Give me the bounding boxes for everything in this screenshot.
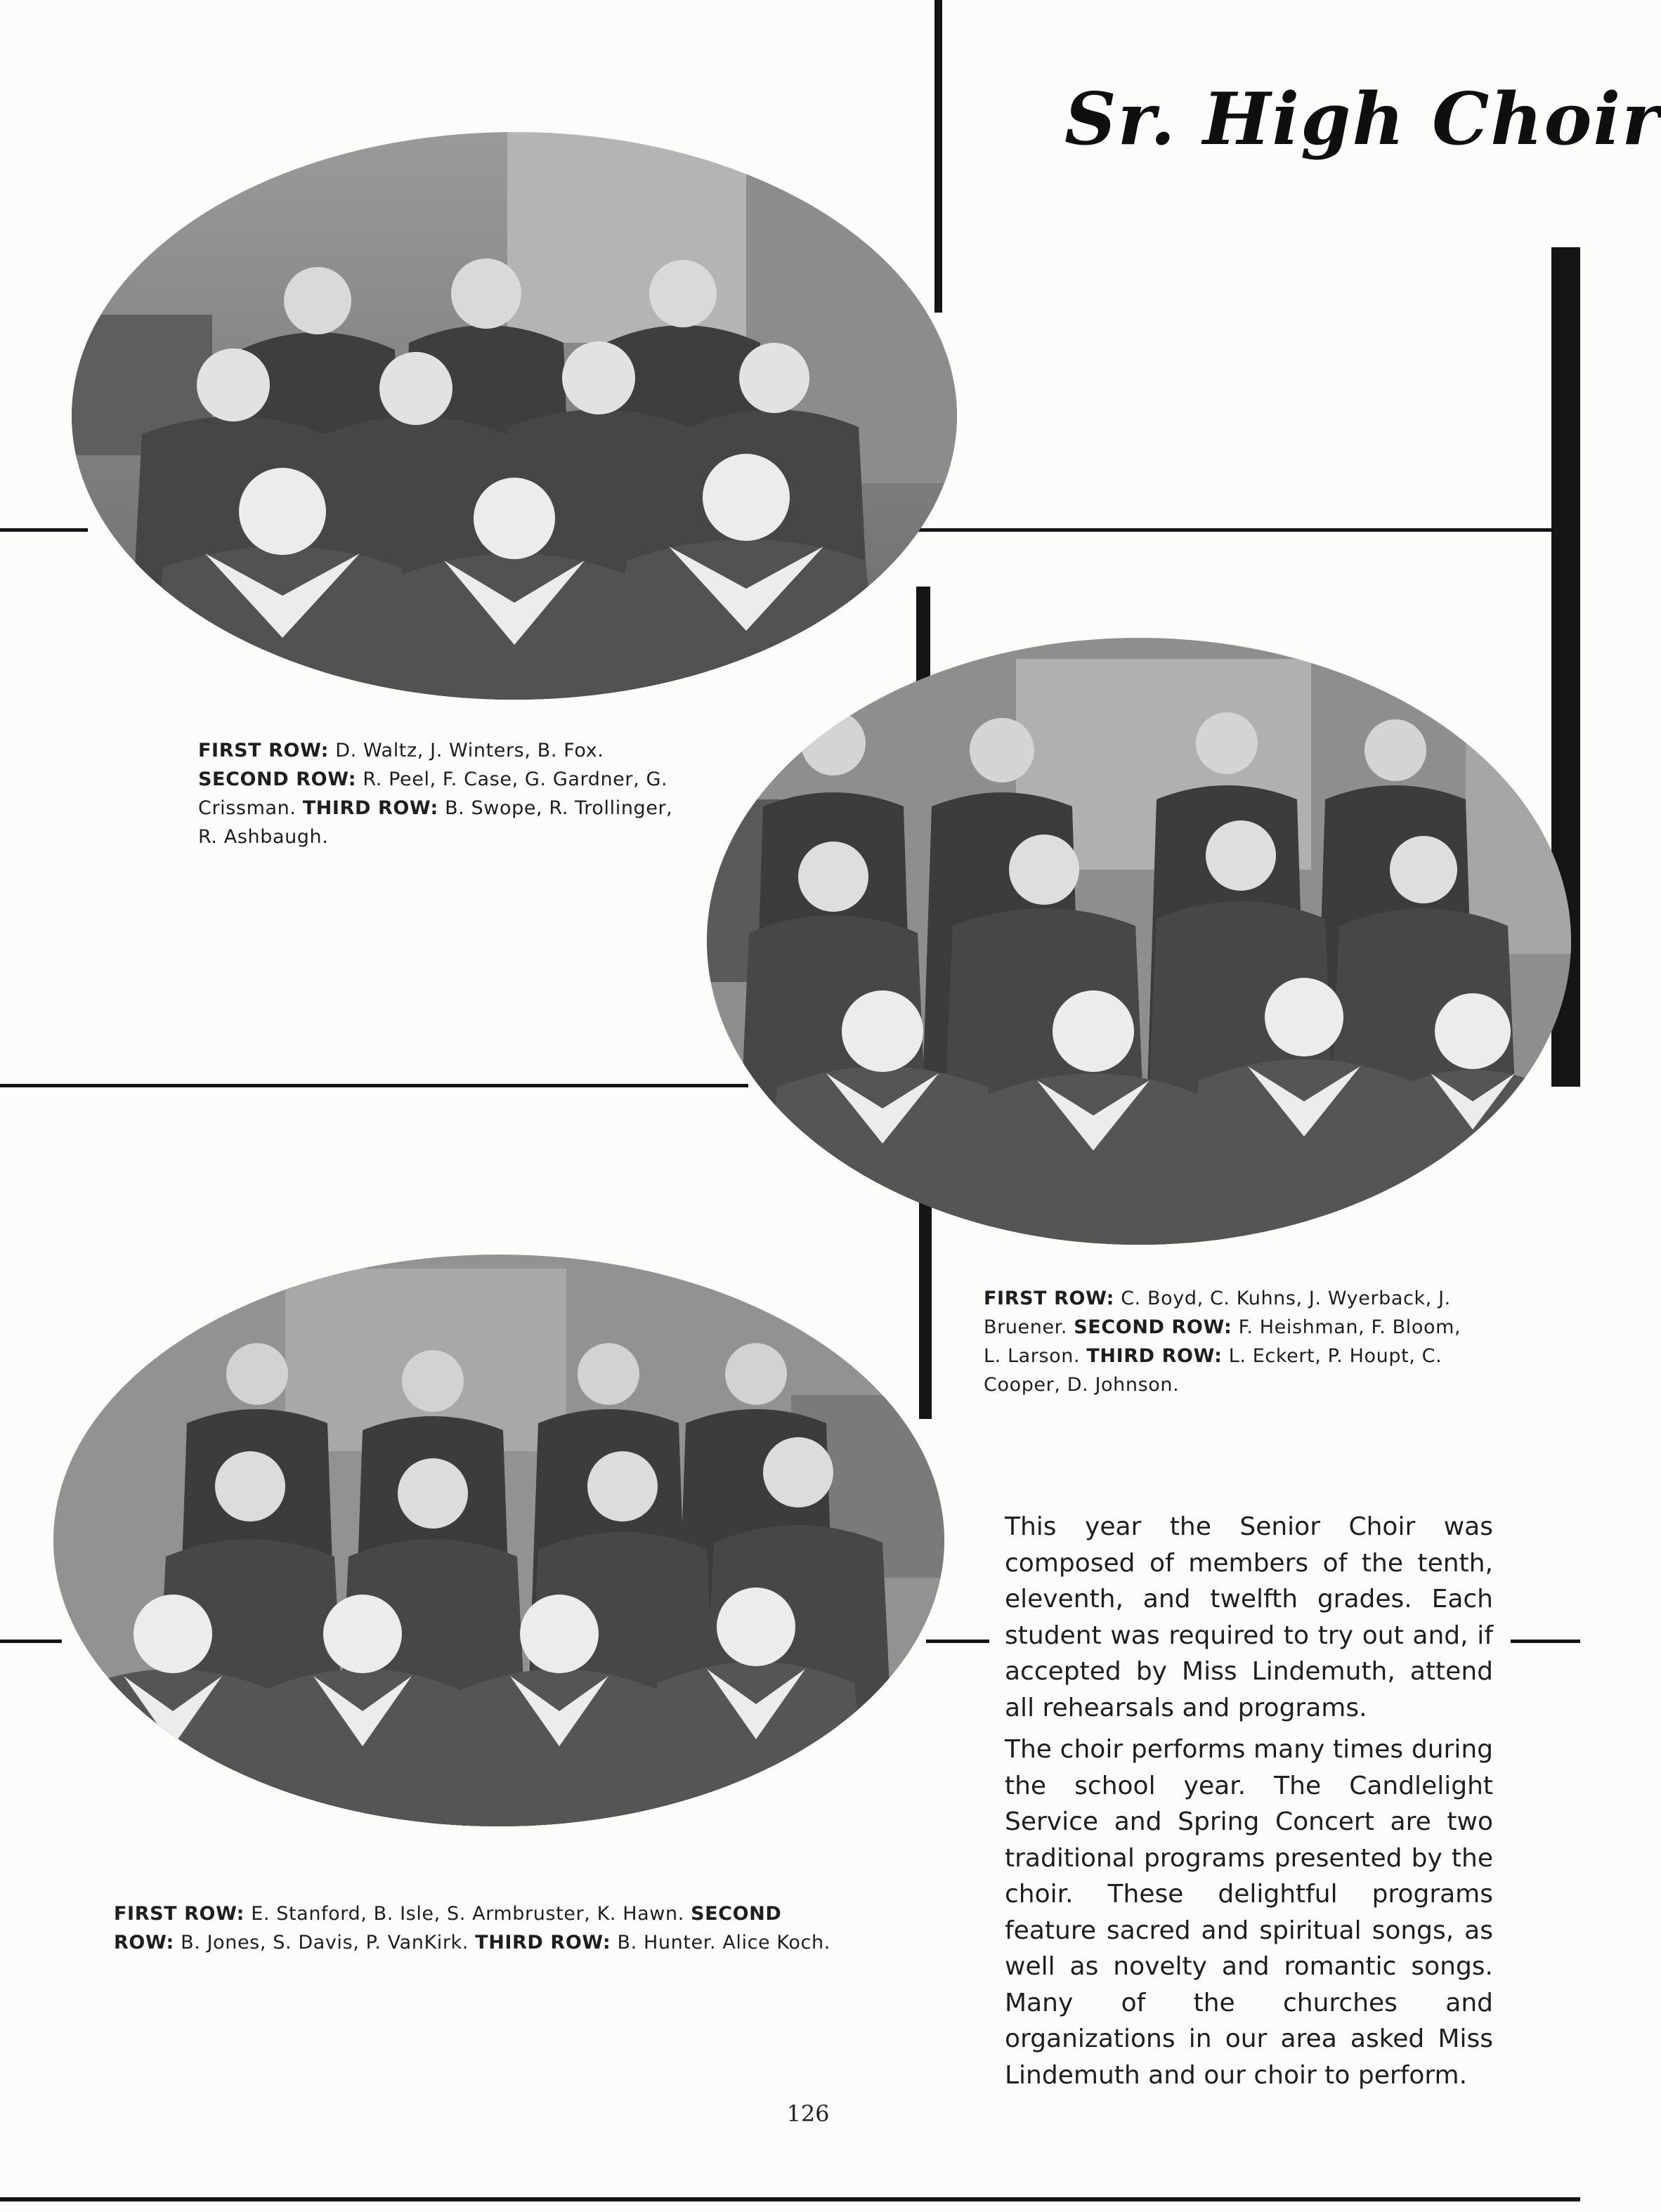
third-row-names: B. Hunter. Alice Koch. [617, 1932, 830, 1954]
choir-description [1005, 1509, 1493, 2099]
first-row-names: E. Stanford, B. Isle, S. Armbruster, K. Hawn. [251, 1903, 684, 1925]
first-row-names: D. Waltz, J. Winters, B. Fox. [335, 740, 604, 761]
girls-photo-2-caption [114, 1899, 848, 1957]
group-photo-icon [707, 638, 1571, 1245]
second-row-label: SECOND ROW: [198, 768, 357, 790]
bottom-border-rule [0, 2197, 1580, 2201]
boys-photo-caption [198, 736, 684, 851]
horizontal-rule-2-left [0, 1084, 748, 1087]
girls-photo-1-caption [984, 1284, 1476, 1399]
third-row-label: THIRD ROW: [302, 797, 438, 819]
horizontal-rule-1-right [896, 528, 1580, 532]
second-row-label: SECOND ROW: [114, 1903, 782, 1954]
body-paragraph-2: The choir performs many times during the school year. The Candlelight Service and Spring Concert are two traditional programs presented by the choir. These delightful programs feature sacred and spiritual songs, as well as novelty and romantic songs. Many of the churches and organizations in our area asked Miss Lindemuth and our choir to perform. [1005, 1735, 1493, 2090]
page-number: 126 [786, 2100, 830, 2127]
second-row-names: F. Heishman, F. Bloom, L. Larson. [984, 1316, 1461, 1367]
boys-choir-photo [72, 132, 957, 700]
girls-choir-photo-1 [707, 638, 1571, 1245]
page-title: Sr. High Choir [1064, 77, 1661, 162]
second-row-label: SECOND ROW: [1074, 1316, 1232, 1338]
third-row-label: THIRD ROW: [475, 1932, 611, 1954]
first-row-label: FIRST ROW: [984, 1288, 1115, 1309]
third-row-names: B. Swope, R. Trollinger, R. Ashbaugh. [198, 797, 673, 848]
first-row-names: C. Boyd, C. Kuhns, J. Wyerback, J. Bruener. [984, 1288, 1451, 1338]
girls-choir-photo-2 [53, 1255, 944, 1827]
second-row-names: B. Jones, S. Davis, P. VanKirk. [181, 1932, 469, 1954]
third-row-label: THIRD ROW: [1086, 1345, 1223, 1367]
group-photo-icon [72, 132, 957, 700]
horizontal-rule-3-right [1511, 1640, 1580, 1643]
body-paragraph-1: This year the Senior Choir was composed of members of the tenth, eleventh, and twelfth grades. Each student was required to try out and, if accepted by Miss Lindemuth, attend all rehearsals and programs. [1005, 1512, 1493, 1722]
horizontal-rule-3-left [0, 1640, 62, 1643]
third-row-names: L. Eckert, P. Houpt, C. Cooper, D. Johnson. [984, 1345, 1442, 1396]
first-row-label: FIRST ROW: [114, 1903, 245, 1925]
first-row-label: FIRST ROW: [198, 740, 330, 761]
group-photo-icon [53, 1255, 944, 1827]
second-row-names: R. Peel, F. Case, G. Gardner, G. Crissman. [198, 768, 668, 819]
